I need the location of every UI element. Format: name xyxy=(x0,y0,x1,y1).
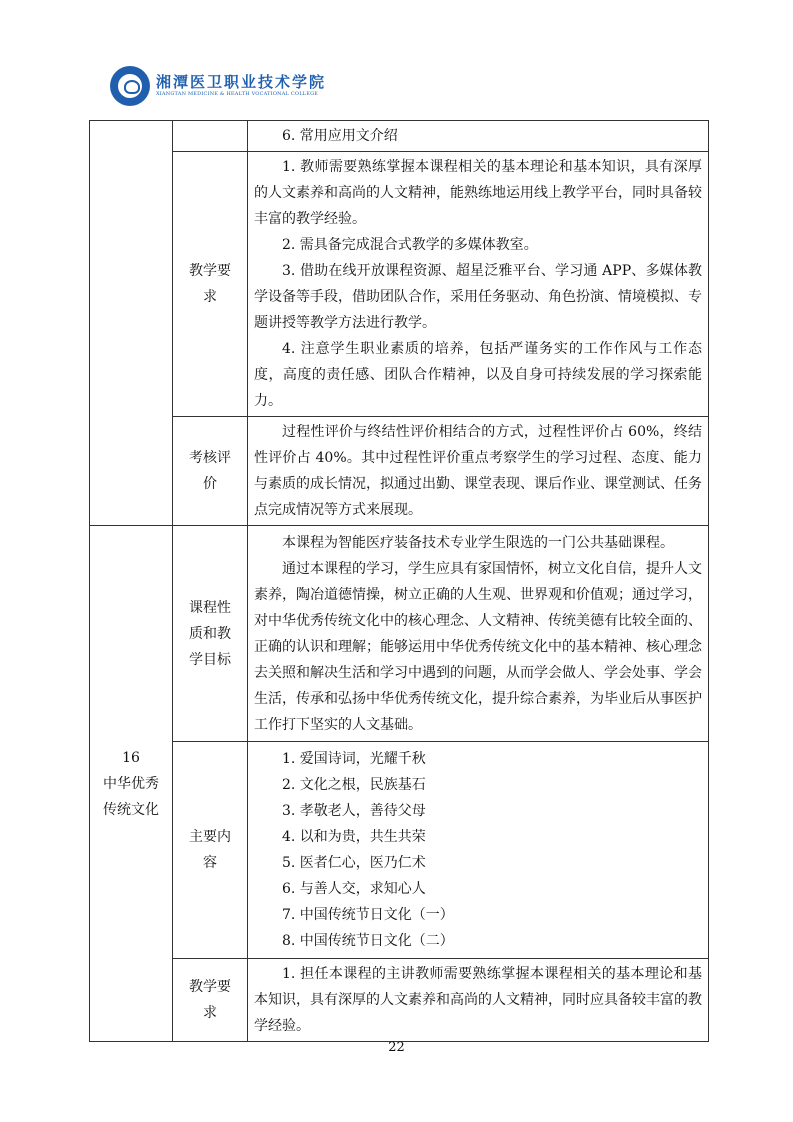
content-item: 3. 孝敬老人，善待父母 xyxy=(282,803,426,819)
content-paragraph: 1. 担任本课程的主讲教师需要熟练掌握本课程相关的基本理论和基本知识，具有深厚的人文素养和高尚的人文精神，同时应具备较丰富的教学经验。 xyxy=(254,966,702,1034)
table-row xyxy=(90,121,709,152)
page-number: 22 xyxy=(388,1040,405,1055)
prev-course-cell xyxy=(90,121,173,526)
content-paragraph: 4. 注意学生职业素质的培养，包括严谨务实的工作作风与工作态度，高度的责任感、团队合作精神，以及自身可持续发展的学习探索能力。 xyxy=(254,341,702,409)
table-row xyxy=(90,152,709,417)
row-content xyxy=(248,742,709,959)
course-table xyxy=(89,120,709,1042)
row-content xyxy=(248,526,709,742)
content-item: 4. 以和为贵，共生共荣 xyxy=(282,829,426,845)
row-content xyxy=(248,959,709,1042)
college-seal-icon xyxy=(110,66,150,106)
row-content xyxy=(248,121,709,152)
content-paragraph: 3. 借助在线开放课程资源、超星泛雅平台、学习通 APP、多媒体教学设备等手段，借助团队合作，采用任务驱动、角色扮演、情境模拟、专题讲授等教学方法进行教学。 xyxy=(254,263,702,331)
content-paragraph: 本课程为智能医疗装备技术专业学生限选的一门公共基础课程。 xyxy=(282,534,674,551)
table-row xyxy=(90,526,709,742)
row-label: 考核评价 xyxy=(173,417,248,526)
content-paragraph: 2. 需具备完成混合式教学的多媒体教室。 xyxy=(282,237,538,253)
table-row xyxy=(90,742,709,959)
table-row xyxy=(90,959,709,1042)
content-item: 6. 与善人交，求知心人 xyxy=(282,881,426,897)
content-item: 8. 中国传统节日文化（二） xyxy=(282,933,454,949)
row-label: 主要内容 xyxy=(173,742,248,959)
content-paragraph: 过程性评价与终结性评价相结合的方式，过程性评价占 60%，终结性评价占 40%。其中过程性评价重点考察学生的学习过程、态度、能力与素质的成长情况，拟通过出勤、课堂表现、课后作业、课堂测试、任务点完成情况等方式来展现。 xyxy=(254,424,702,518)
content-line: 6. 常用应用文介绍 xyxy=(282,128,398,144)
row-label xyxy=(173,121,248,152)
row-label: 教学要求 xyxy=(173,152,248,417)
content-item: 1. 爱国诗词，光耀千秋 xyxy=(282,751,426,767)
content-paragraph: 1. 教师需要熟练掌握本课程相关的基本理论和基本知识，具有深厚的人文素养和高尚的人文精神，能熟练地运用线上教学平台，同时具备较丰富的教学经验。 xyxy=(254,159,702,227)
content-item: 7. 中国传统节日文化（一） xyxy=(282,907,454,923)
content-paragraph: 通过本课程的学习，学生应具有家国情怀，树立文化自信，提升人文素养，陶冶道德情操，树立正确的人生观、世界观和价值观；通过学习，对中华优秀传统文化中的核心理念、人文精神、传统美德有比较全面的、正确的认识和理解；能够运用中华优秀传统文化中的基本精神、核心理念去关照和解决生活和学习中遇到的问题，从而学会做人、学会处事、学会生活，传承和弘扬中华优秀传统文化，提升综合素养，为毕业后从事医护工作打下坚实的人文基础。 xyxy=(254,560,702,733)
row-label: 课程性质和教学目标 xyxy=(173,526,248,742)
row-label: 教学要求 xyxy=(173,959,248,1042)
college-logo xyxy=(110,66,326,106)
content-item: 5. 医者仁心，医乃仁术 xyxy=(282,855,426,871)
logo-chinese-name: 湘潭医卫职业技术学院 xyxy=(156,73,327,91)
course-name-cell xyxy=(90,526,173,1042)
table-row xyxy=(90,417,709,526)
course-number: 16 xyxy=(122,749,140,766)
logo-english-name: XIANGTAN MEDICINE & HEALTH VOCATIONAL COLLEGE xyxy=(156,91,319,97)
content-item: 2. 文化之根，民族基石 xyxy=(282,777,426,793)
row-content xyxy=(248,152,709,417)
course-name: 中华优秀传统文化 xyxy=(103,775,159,818)
row-content xyxy=(248,417,709,526)
